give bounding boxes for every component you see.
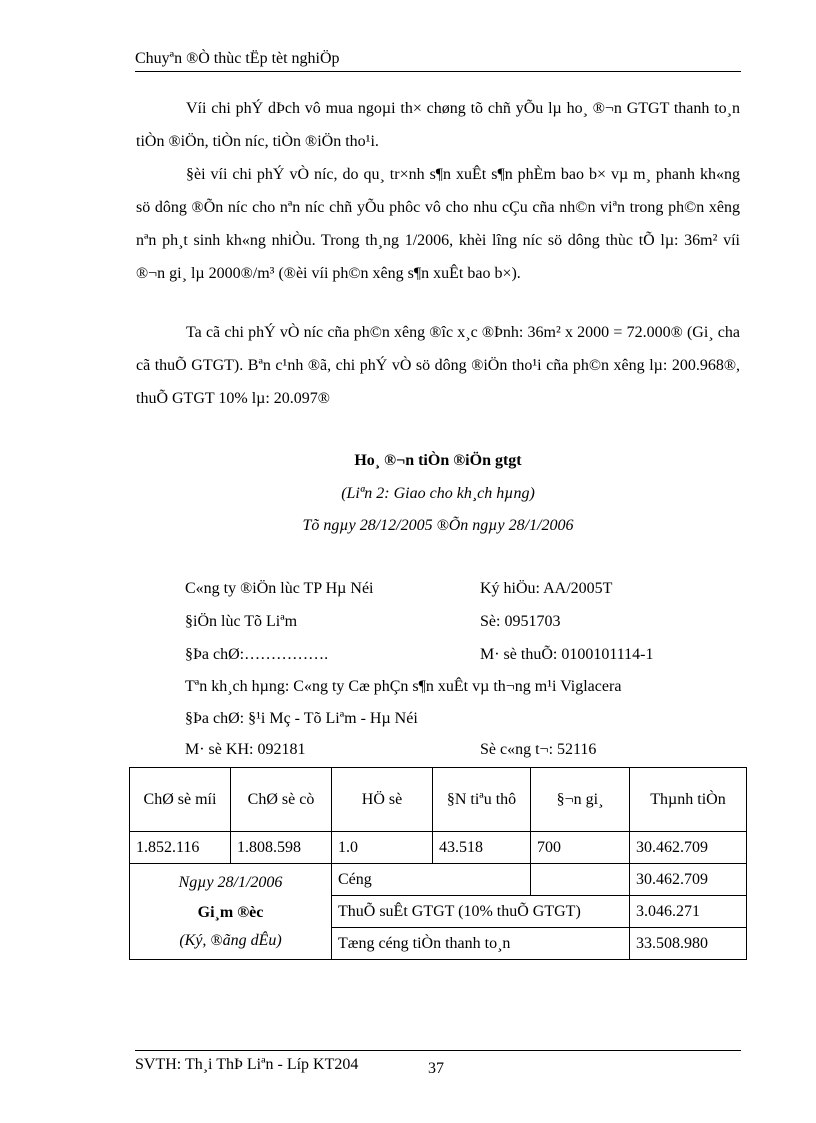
invoice-address: §Þa chØ:……………. — [185, 646, 329, 663]
cell-factor: 1.0 — [332, 832, 433, 864]
signature-title: Gi¸m ®èc — [197, 903, 264, 921]
cell-new-index: 1.852.116 — [130, 832, 231, 864]
signature-note: (Ký, ®ãng dÊu) — [179, 931, 282, 949]
invoice-symbol: Ký hiÖu: AA/2005T — [480, 580, 613, 597]
invoice-company: C«ng ty ®iÖn lùc TP Hµ Néi — [185, 580, 374, 597]
invoice-copy: (Liªn 2: Giao cho kh¸ch hµng) — [341, 485, 535, 502]
cell-old-index: 1.808.598 — [231, 832, 332, 864]
header-rule — [135, 71, 741, 72]
paragraph-1-text: Víi chi phÝ dÞch vô mua ngoµi th× chøng tõ chñ yÕu lµ ho¸ ®¬n GTGT thanh to¸n tiÒn ®iÖn, tiÒn níc, tiÒn ®iÖn tho¹i. — [136, 100, 740, 150]
cell-amount: 30.462.709 — [630, 832, 747, 864]
vat-label: ThuÕ suÊt GTGT (10% thuÕ GTGT) — [332, 896, 630, 928]
paragraph-3-text: Ta cã chi phÝ vÒ níc cña ph©n xêng ®îc x¸c ®Þnh: 36m² x 2000 = 72.000® (Gi¸ cha cã thuÕ GTGT). Bªn c¹nh ®ã, chi phÝ vÒ sö dông ®iÖn tho¹i cña ph©n xêng lµ: 200.968®, thuÕ GTGT 10% lµ: 20.097® — [136, 324, 740, 407]
table-header-row — [130, 768, 747, 832]
table-row — [130, 832, 747, 864]
invoice-table — [129, 767, 747, 960]
total-label: Céng — [332, 864, 531, 896]
header-unit-price: §¬n gi¸ — [531, 768, 630, 832]
paragraph-3 — [136, 316, 740, 415]
vat-value: 3.046.271 — [630, 896, 747, 928]
invoice-customer: Tªn kh¸ch hµng: C«ng ty Cæ phÇn s¶n xuÊt vµ th¬ng m¹i Viglacera — [185, 678, 622, 695]
header-new-index: ChØ sè míi — [130, 768, 231, 832]
invoice-customer-address: §Þa chØ: §¹i Mç - Tõ Liªm - Hµ Néi — [185, 710, 418, 727]
table-total-row — [130, 864, 747, 896]
signature-cell — [130, 864, 332, 960]
footer-author: SVTH: Th¸i ThÞ Liªn - Líp KT204 — [135, 1056, 359, 1073]
header-amount: Thµnh tiÒn — [630, 768, 747, 832]
grand-total-value: 33.508.980 — [630, 928, 747, 960]
header-old-index: ChØ sè cò — [231, 768, 332, 832]
cell-unit-price: 700 — [531, 832, 630, 864]
invoice-customer-code: M· sè KH: 092181 — [185, 741, 306, 758]
grand-total-label: Tæng céng tiÒn thanh to¸n — [332, 928, 630, 960]
invoice-tax-code: M· sè thuÕ: 0100101114-1 — [480, 646, 654, 663]
invoice-period: Tõ ngµy 28/12/2005 ®Õn ngµy 28/1/2006 — [302, 517, 574, 534]
header-factor: HÖ sè — [332, 768, 433, 832]
invoice-number: Sè: 0951703 — [480, 613, 561, 630]
paragraph-2 — [136, 158, 740, 290]
page-number: 37 — [428, 1060, 444, 1077]
invoice-title: Ho¸ ®¬n tiÒn ®iÖn gtgt — [354, 452, 522, 469]
total-value: 30.462.709 — [630, 864, 747, 896]
invoice-meter-no: Sè c«ng t¬: 52116 — [480, 741, 597, 758]
header-consumption: §N tiªu thô — [433, 768, 531, 832]
total-empty-cell — [531, 864, 630, 896]
paragraph-1 — [136, 92, 740, 158]
page-header: Chuyªn ®Ò thùc tËp tèt nghiÖp — [135, 50, 340, 67]
invoice-branch: §iÖn lùc Tõ Liªm — [185, 613, 298, 630]
signature-date: Ngµy 28/1/2006 — [178, 873, 283, 891]
footer-rule — [135, 1050, 741, 1051]
paragraph-2-text: §èi víi chi phÝ vÒ níc, do qu¸ tr×nh s¶n xuÊt s¶n phÈm bao b× vµ m¸ phanh kh«ng sö dông ®Õn níc cho nªn níc chñ yÕu phôc vô cho nhu cÇu cña nh©n viªn trong ph©n xêng nªn ph¸t sinh kh«ng nhiÒu. Trong th¸ng 1/2006, khèi lîng níc sö dông thùc tÕ lµ: 36m² víi ®¬n gi¸ lµ 2000®/m³ (®èi víi ph©n xêng s¶n xuÊt bao b×). — [136, 166, 740, 282]
cell-consumption: 43.518 — [433, 832, 531, 864]
